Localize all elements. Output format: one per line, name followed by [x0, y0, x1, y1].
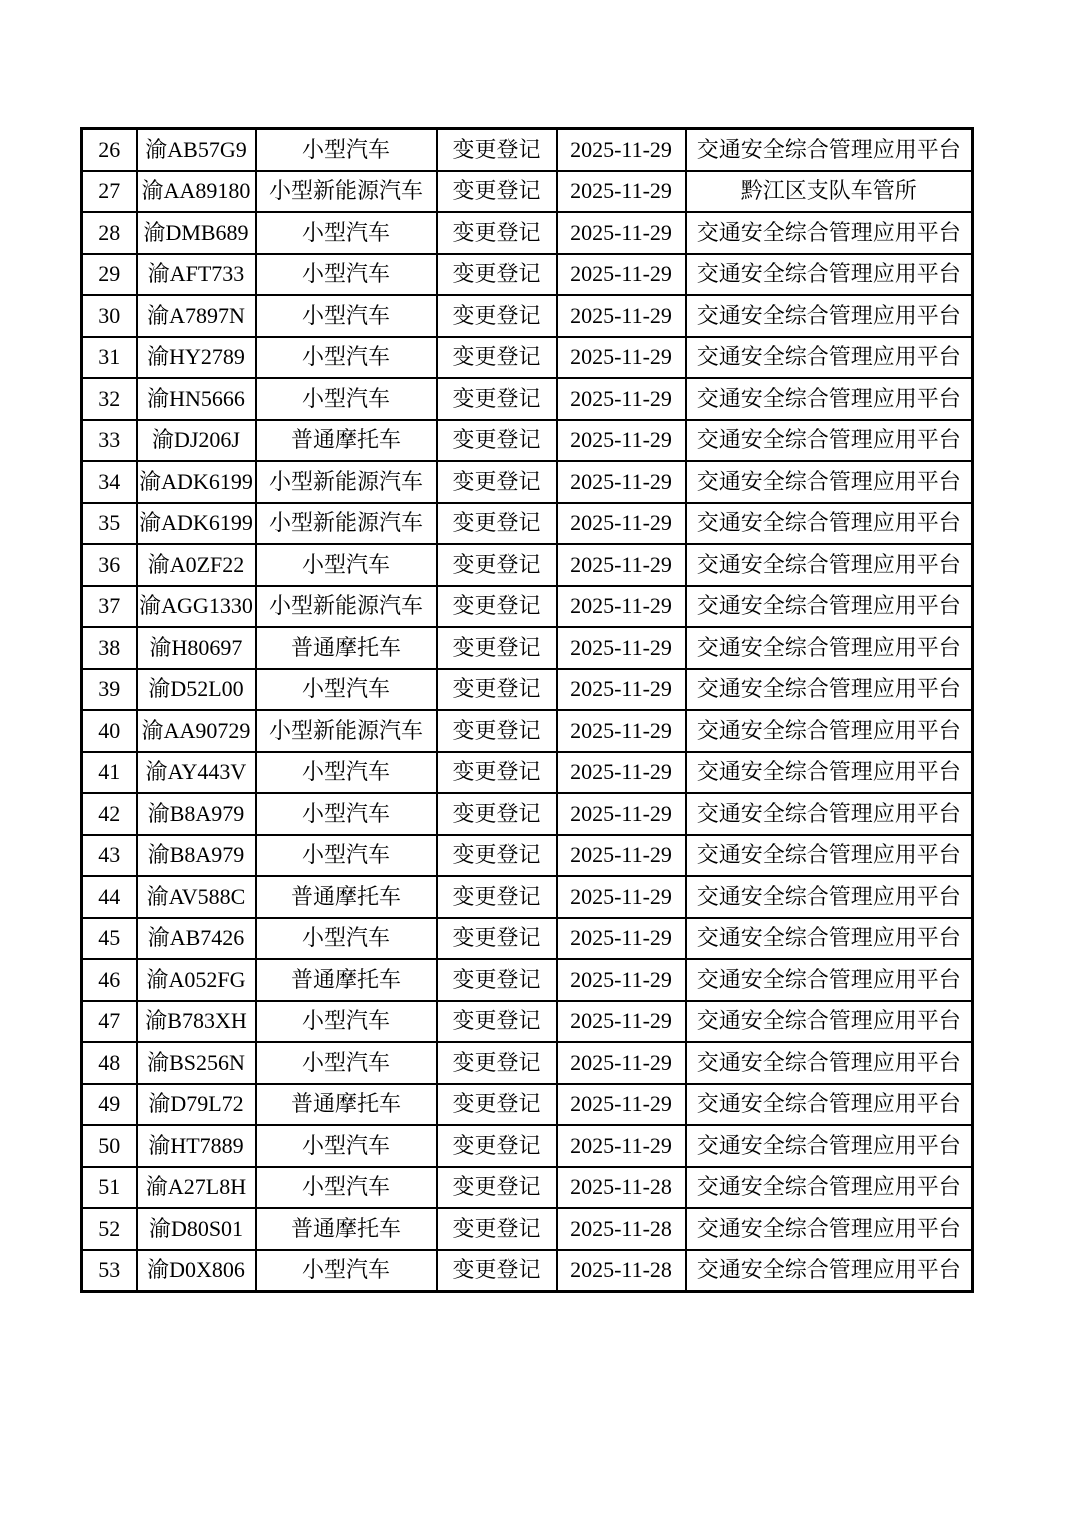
plate-number-cell: 渝A0ZF22 [137, 544, 256, 586]
registration-office-cell: 交通安全综合管理应用平台 [686, 876, 973, 918]
registration-office-cell: 交通安全综合管理应用平台 [686, 752, 973, 794]
registration-office-cell: 交通安全综合管理应用平台 [686, 1042, 973, 1084]
registration-date-cell: 2025-11-29 [557, 503, 686, 545]
plate-number-cell: 渝ADK6199 [137, 503, 256, 545]
business-type-cell: 变更登记 [437, 378, 557, 420]
registration-date-cell: 2025-11-29 [557, 1001, 686, 1043]
registration-office-cell: 交通安全综合管理应用平台 [686, 1167, 973, 1209]
registration-office-cell: 交通安全综合管理应用平台 [686, 420, 973, 462]
row-number-cell: 28 [82, 212, 137, 254]
registration-office-cell: 交通安全综合管理应用平台 [686, 1125, 973, 1167]
plate-number-cell: 渝D79L72 [137, 1084, 256, 1126]
registration-date-cell: 2025-11-29 [557, 1042, 686, 1084]
registration-date-cell: 2025-11-29 [557, 461, 686, 503]
vehicle-type-cell: 小型汽车 [256, 254, 437, 296]
registration-office-cell: 交通安全综合管理应用平台 [686, 1250, 973, 1292]
business-type-cell: 变更登记 [437, 918, 557, 960]
vehicle-type-cell: 小型新能源汽车 [256, 461, 437, 503]
registration-office-cell: 交通安全综合管理应用平台 [686, 669, 973, 711]
row-number-cell: 31 [82, 337, 137, 379]
business-type-cell: 变更登记 [437, 627, 557, 669]
plate-number-cell: 渝AB7426 [137, 918, 256, 960]
row-number-cell: 47 [82, 1001, 137, 1043]
plate-number-cell: 渝A7897N [137, 295, 256, 337]
business-type-cell: 变更登记 [437, 876, 557, 918]
plate-number-cell: 渝B783XH [137, 1001, 256, 1043]
table-row [82, 1001, 973, 1043]
plate-number-cell: 渝AGG1330 [137, 586, 256, 628]
table-row [82, 752, 973, 794]
table-row [82, 918, 973, 960]
row-number-cell: 29 [82, 254, 137, 296]
row-number-cell: 36 [82, 544, 137, 586]
vehicle-type-cell: 小型汽车 [256, 212, 437, 254]
vehicle-type-cell: 小型新能源汽车 [256, 171, 437, 213]
row-number-cell: 52 [82, 1208, 137, 1250]
plate-number-cell: 渝ADK6199 [137, 461, 256, 503]
vehicle-type-cell: 小型汽车 [256, 295, 437, 337]
vehicle-type-cell: 普通摩托车 [256, 876, 437, 918]
registration-office-cell: 交通安全综合管理应用平台 [686, 793, 973, 835]
registration-office-cell: 交通安全综合管理应用平台 [686, 544, 973, 586]
table-row [82, 254, 973, 296]
table-row [82, 544, 973, 586]
plate-number-cell: 渝HT7889 [137, 1125, 256, 1167]
vehicle-type-cell: 小型汽车 [256, 1001, 437, 1043]
table-row [82, 586, 973, 628]
business-type-cell: 变更登记 [437, 586, 557, 628]
table-row [82, 295, 973, 337]
registration-office-cell: 交通安全综合管理应用平台 [686, 586, 973, 628]
plate-number-cell: 渝AA90729 [137, 710, 256, 752]
vehicle-type-cell: 小型新能源汽车 [256, 710, 437, 752]
row-number-cell: 34 [82, 461, 137, 503]
plate-number-cell: 渝HY2789 [137, 337, 256, 379]
plate-number-cell: 渝AB57G9 [137, 129, 256, 171]
table-row [82, 212, 973, 254]
plate-number-cell: 渝D0X806 [137, 1250, 256, 1292]
row-number-cell: 26 [82, 129, 137, 171]
row-number-cell: 33 [82, 420, 137, 462]
registration-date-cell: 2025-11-29 [557, 1084, 686, 1126]
plate-number-cell: 渝AY443V [137, 752, 256, 794]
vehicle-type-cell: 小型汽车 [256, 1167, 437, 1209]
business-type-cell: 变更登记 [437, 959, 557, 1001]
vehicle-type-cell: 小型新能源汽车 [256, 586, 437, 628]
registration-date-cell: 2025-11-29 [557, 378, 686, 420]
business-type-cell: 变更登记 [437, 129, 557, 171]
business-type-cell: 变更登记 [437, 669, 557, 711]
vehicle-type-cell: 小型汽车 [256, 669, 437, 711]
registration-office-cell: 黔江区支队车管所 [686, 171, 973, 213]
business-type-cell: 变更登记 [437, 1084, 557, 1126]
vehicle-type-cell: 普通摩托车 [256, 959, 437, 1001]
business-type-cell: 变更登记 [437, 254, 557, 296]
registration-office-cell: 交通安全综合管理应用平台 [686, 835, 973, 877]
table-row [82, 1208, 973, 1250]
table-row [82, 793, 973, 835]
registration-date-cell: 2025-11-29 [557, 876, 686, 918]
registration-date-cell: 2025-11-29 [557, 254, 686, 296]
vehicle-type-cell: 小型新能源汽车 [256, 503, 437, 545]
plate-number-cell: 渝HN5666 [137, 378, 256, 420]
registration-date-cell: 2025-11-29 [557, 918, 686, 960]
vehicle-registration-table-body [82, 129, 973, 1292]
registration-office-cell: 交通安全综合管理应用平台 [686, 129, 973, 171]
plate-number-cell: 渝DJ206J [137, 420, 256, 462]
table-row [82, 461, 973, 503]
registration-office-cell: 交通安全综合管理应用平台 [686, 1084, 973, 1126]
vehicle-type-cell: 小型汽车 [256, 1125, 437, 1167]
table-row [82, 627, 973, 669]
business-type-cell: 变更登记 [437, 1042, 557, 1084]
registration-date-cell: 2025-11-29 [557, 586, 686, 628]
business-type-cell: 变更登记 [437, 295, 557, 337]
vehicle-type-cell: 普通摩托车 [256, 420, 437, 462]
business-type-cell: 变更登记 [437, 337, 557, 379]
registration-office-cell: 交通安全综合管理应用平台 [686, 710, 973, 752]
row-number-cell: 35 [82, 503, 137, 545]
table-row [82, 1167, 973, 1209]
registration-office-cell: 交通安全综合管理应用平台 [686, 378, 973, 420]
vehicle-type-cell: 小型汽车 [256, 129, 437, 171]
vehicle-type-cell: 小型汽车 [256, 752, 437, 794]
row-number-cell: 44 [82, 876, 137, 918]
vehicle-type-cell: 普通摩托车 [256, 1208, 437, 1250]
registration-office-cell: 交通安全综合管理应用平台 [686, 461, 973, 503]
business-type-cell: 变更登记 [437, 544, 557, 586]
row-number-cell: 43 [82, 835, 137, 877]
row-number-cell: 39 [82, 669, 137, 711]
table-row [82, 129, 973, 171]
registration-office-cell: 交通安全综合管理应用平台 [686, 627, 973, 669]
table-row [82, 378, 973, 420]
vehicle-type-cell: 小型汽车 [256, 544, 437, 586]
row-number-cell: 40 [82, 710, 137, 752]
row-number-cell: 49 [82, 1084, 137, 1126]
table-row [82, 503, 973, 545]
vehicle-type-cell: 小型汽车 [256, 793, 437, 835]
registration-date-cell: 2025-11-29 [557, 171, 686, 213]
row-number-cell: 48 [82, 1042, 137, 1084]
registration-date-cell: 2025-11-29 [557, 669, 686, 711]
table-row [82, 420, 973, 462]
plate-number-cell: 渝A27L8H [137, 1167, 256, 1209]
business-type-cell: 变更登记 [437, 793, 557, 835]
registration-date-cell: 2025-11-29 [557, 544, 686, 586]
registration-date-cell: 2025-11-29 [557, 212, 686, 254]
registration-date-cell: 2025-11-29 [557, 959, 686, 1001]
registration-date-cell: 2025-11-29 [557, 1125, 686, 1167]
table-row [82, 835, 973, 877]
row-number-cell: 46 [82, 959, 137, 1001]
registration-office-cell: 交通安全综合管理应用平台 [686, 503, 973, 545]
registration-office-cell: 交通安全综合管理应用平台 [686, 295, 973, 337]
row-number-cell: 32 [82, 378, 137, 420]
plate-number-cell: 渝DMB689 [137, 212, 256, 254]
table-row [82, 337, 973, 379]
vehicle-type-cell: 小型汽车 [256, 1042, 437, 1084]
table-row [82, 876, 973, 918]
row-number-cell: 30 [82, 295, 137, 337]
business-type-cell: 变更登记 [437, 212, 557, 254]
business-type-cell: 变更登记 [437, 1001, 557, 1043]
registration-date-cell: 2025-11-28 [557, 1250, 686, 1292]
table-row [82, 1250, 973, 1292]
registration-date-cell: 2025-11-29 [557, 710, 686, 752]
registration-date-cell: 2025-11-29 [557, 337, 686, 379]
row-number-cell: 50 [82, 1125, 137, 1167]
plate-number-cell: 渝B8A979 [137, 835, 256, 877]
table-row [82, 1042, 973, 1084]
plate-number-cell: 渝A052FG [137, 959, 256, 1001]
plate-number-cell: 渝B8A979 [137, 793, 256, 835]
business-type-cell: 变更登记 [437, 1208, 557, 1250]
row-number-cell: 38 [82, 627, 137, 669]
registration-date-cell: 2025-11-29 [557, 295, 686, 337]
table-row [82, 1084, 973, 1126]
plate-number-cell: 渝BS256N [137, 1042, 256, 1084]
business-type-cell: 变更登记 [437, 420, 557, 462]
registration-office-cell: 交通安全综合管理应用平台 [686, 254, 973, 296]
registration-office-cell: 交通安全综合管理应用平台 [686, 1001, 973, 1043]
table-row [82, 1125, 973, 1167]
vehicle-type-cell: 普通摩托车 [256, 627, 437, 669]
business-type-cell: 变更登记 [437, 1250, 557, 1292]
row-number-cell: 45 [82, 918, 137, 960]
table-row [82, 710, 973, 752]
table-row [82, 959, 973, 1001]
business-type-cell: 变更登记 [437, 1167, 557, 1209]
business-type-cell: 变更登记 [437, 752, 557, 794]
business-type-cell: 变更登记 [437, 461, 557, 503]
plate-number-cell: 渝D52L00 [137, 669, 256, 711]
business-type-cell: 变更登记 [437, 171, 557, 213]
row-number-cell: 42 [82, 793, 137, 835]
registration-date-cell: 2025-11-29 [557, 793, 686, 835]
row-number-cell: 37 [82, 586, 137, 628]
table-row [82, 669, 973, 711]
registration-date-cell: 2025-11-29 [557, 752, 686, 794]
vehicle-type-cell: 小型汽车 [256, 337, 437, 379]
registration-office-cell: 交通安全综合管理应用平台 [686, 959, 973, 1001]
vehicle-type-cell: 小型汽车 [256, 378, 437, 420]
registration-date-cell: 2025-11-29 [557, 129, 686, 171]
registration-date-cell: 2025-11-28 [557, 1167, 686, 1209]
row-number-cell: 27 [82, 171, 137, 213]
vehicle-type-cell: 普通摩托车 [256, 1084, 437, 1126]
registration-office-cell: 交通安全综合管理应用平台 [686, 337, 973, 379]
registration-office-cell: 交通安全综合管理应用平台 [686, 1208, 973, 1250]
plate-number-cell: 渝AV588C [137, 876, 256, 918]
vehicle-registration-table [80, 127, 974, 1293]
business-type-cell: 变更登记 [437, 835, 557, 877]
business-type-cell: 变更登记 [437, 503, 557, 545]
plate-number-cell: 渝H80697 [137, 627, 256, 669]
registration-date-cell: 2025-11-29 [557, 627, 686, 669]
vehicle-type-cell: 小型汽车 [256, 835, 437, 877]
registration-date-cell: 2025-11-29 [557, 835, 686, 877]
row-number-cell: 53 [82, 1250, 137, 1292]
registration-office-cell: 交通安全综合管理应用平台 [686, 212, 973, 254]
row-number-cell: 41 [82, 752, 137, 794]
registration-date-cell: 2025-11-29 [557, 420, 686, 462]
vehicle-type-cell: 小型汽车 [256, 918, 437, 960]
registration-date-cell: 2025-11-28 [557, 1208, 686, 1250]
plate-number-cell: 渝AFT733 [137, 254, 256, 296]
plate-number-cell: 渝AA89180 [137, 171, 256, 213]
row-number-cell: 51 [82, 1167, 137, 1209]
business-type-cell: 变更登记 [437, 710, 557, 752]
registration-office-cell: 交通安全综合管理应用平台 [686, 918, 973, 960]
plate-number-cell: 渝D80S01 [137, 1208, 256, 1250]
business-type-cell: 变更登记 [437, 1125, 557, 1167]
vehicle-type-cell: 小型汽车 [256, 1250, 437, 1292]
table-row [82, 171, 973, 213]
